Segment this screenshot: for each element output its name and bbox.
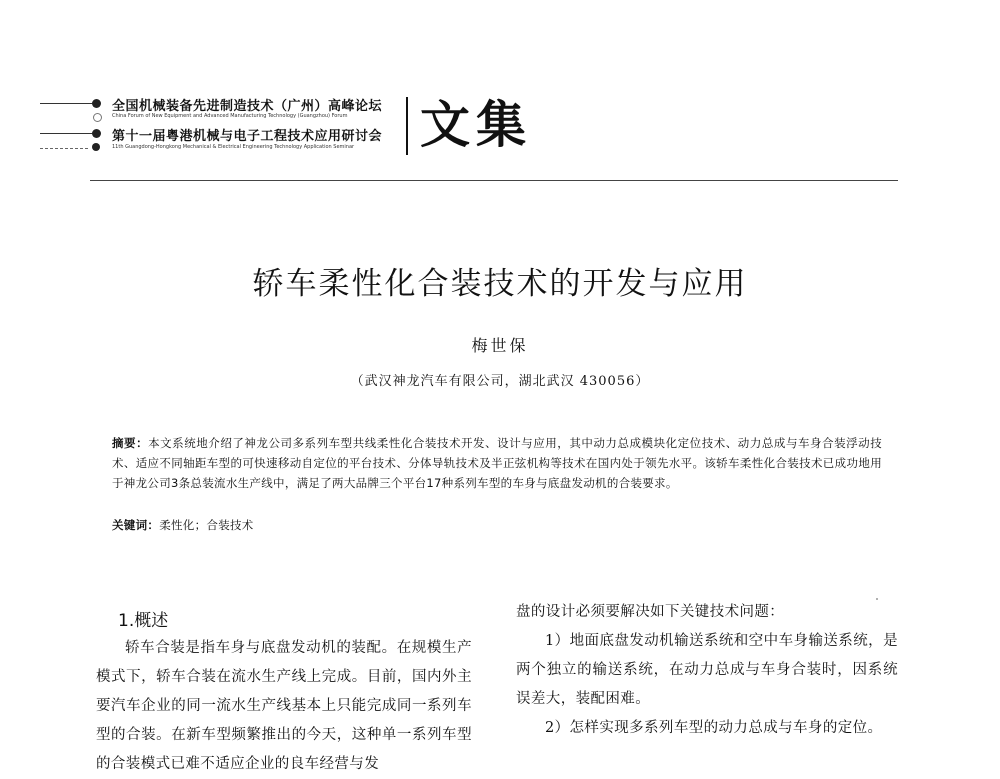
right-column [516,598,898,743]
header-bullet-icon [92,143,100,151]
forum-title-en: China Forum of New Equipment and Advanced Manufacturing Technology (Guangzhou) Forum [112,113,348,119]
header-rule-1 [40,103,92,104]
header-rule-2 [40,133,92,134]
list-item: 2）怎样实现多系列车型的动力总成与车身的定位。 [545,720,883,736]
section-heading: 1.概述 [118,611,169,631]
header-dash-rule [40,148,88,149]
paper-affiliation: （武汉神龙汽车有限公司，湖北武汉 430056） [350,374,650,389]
keywords [112,517,254,533]
header-bullet-icon [92,99,101,108]
paper-author: 梅世保 [471,336,529,355]
left-column [96,634,472,779]
abstract [112,433,882,493]
keywords-label: 关键词： [112,518,160,532]
paragraph: 轿车合装是指车身与底盘发动机的装配。在规模生产模式下，轿车合装在流水生产线上完成。目前，国内外主要汽车企业的同一流水生产线基本上只能完成同一系列车型的合装。在新车型频繁推出的今天，这种单一系列车型的合装模式已难不适应企业的良车经营与发 [96,640,472,772]
list-item: 1）地面底盘发动机输送系统和空中车身输送系统，是两个独立的输送系统，在动力总成与车身合装时，因系统误差大，装配困难。 [516,633,898,707]
symposium-title: 第十一届粤港机械与电子工程技术应用研讨会 [112,129,383,144]
symposium-title-en: 11th Guangdong-Hongkong Mechanical & Electrical Engineering Technology Application Seminar [112,144,355,150]
scan-speck [876,598,878,600]
header-ring-icon [93,113,102,122]
abstract-label: 摘要： [112,436,149,450]
keywords-text: 柔性化；合装技术 [159,518,254,532]
paragraph: 盘的设计必须要解决如下关键技术问题： [516,604,785,620]
header-bottom-rule [90,180,898,181]
header-separator [406,97,408,155]
abstract-text: 本文系统地介绍了神龙公司多系列车型共线柔性化合装技术开发、设计与应用，其中动力总成模块化定位技术、动力总成与车身合装浮动技术、适应不同轴距车型的可快速移动自定位的平台技术、分体导轨技术及半正弦机构等技术在国内处于领先水平。该轿车柔性化合装技术已成功地用于神龙公司3条总装流水生产线中，满足了两大品牌三个平台17种系列车型的车身与底盘发动机的合装要求。 [112,436,882,490]
header-bullet-icon [92,129,101,138]
collection-wordmark: 文集 [420,95,532,154]
forum-title: 全国机械装备先进制造技术（广州）高峰论坛 [112,99,383,114]
paper-title: 轿车柔性化合装技术的开发与应用 [252,266,748,302]
